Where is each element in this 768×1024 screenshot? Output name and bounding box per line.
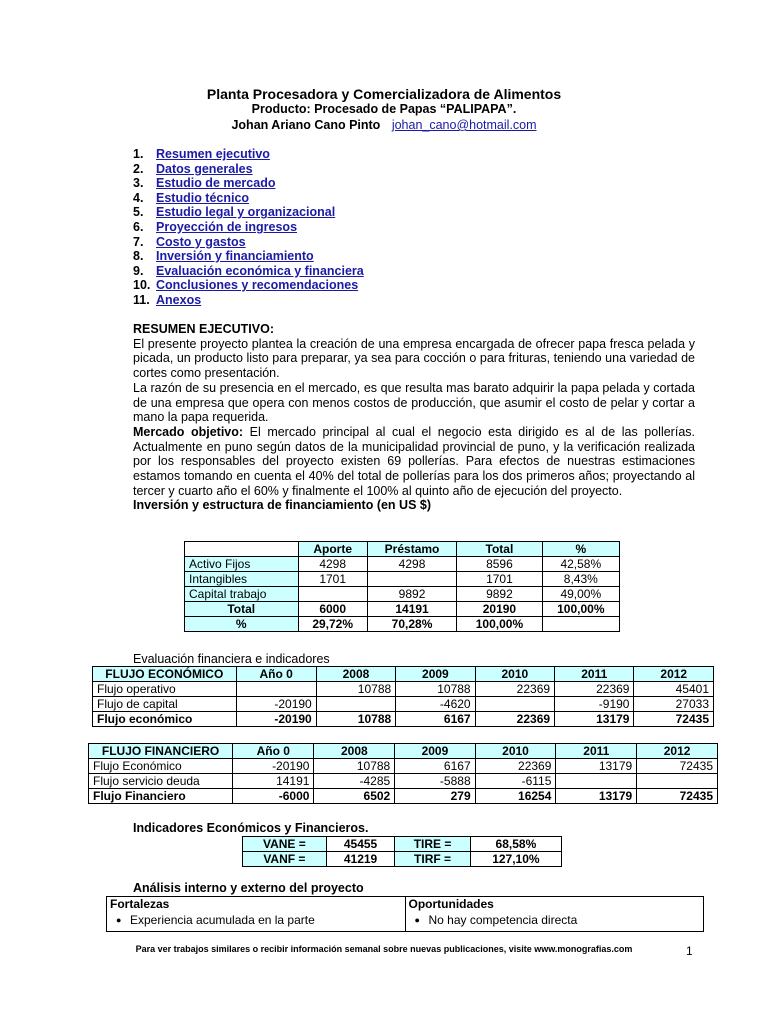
table-cell: Aporte: [298, 542, 367, 557]
table-cell: [185, 542, 299, 557]
table-row: [243, 852, 562, 867]
table-cell: 6167: [395, 759, 475, 774]
table-cell: 2012: [637, 744, 718, 759]
target-market-text: El mercado principal al cual el negocio esta dirigido es al de las pollerías. Actualmente en puno según datos de la municipalidad provincial de puno, y la verificación realizada por los responsables del proyecto existen 69 pollerías. Para efectos de nuestras estimaciones estamos tomando en cuenta el 40% del total de pollerías para los dos primeros años; proyectando al tercer y cuarto año el 60% y finalmente el 100% al quinto año de ejecución del proyecto.: [133, 424, 695, 498]
table-cell: 68,58%: [470, 837, 561, 852]
summary-heading: RESUMEN EJECUTIVO:: [133, 322, 274, 336]
document-title: Planta Procesadora y Comercializadora de Alimentos: [206, 86, 562, 102]
toc-item-number: 11.: [133, 292, 150, 307]
table-cell: -20190: [233, 759, 314, 774]
table-cell: 127,10%: [470, 852, 561, 867]
table-cell: 1701: [298, 572, 367, 587]
toc-item-number: 6.: [133, 219, 144, 234]
table-cell: Año 0: [236, 667, 316, 682]
table-cell: 100,00%: [457, 617, 542, 632]
toc-item: [133, 191, 533, 206]
opportunities-item: ● No hay competencia directa: [409, 912, 704, 929]
indicators-table: [242, 836, 562, 867]
toc-item-link[interactable]: Anexos: [156, 292, 202, 307]
toc-item-link[interactable]: Proyección de ingresos: [156, 219, 298, 234]
table-cell: 22369: [475, 712, 554, 727]
toc-item: [133, 249, 533, 264]
table-cell: 2010: [475, 667, 554, 682]
table-cell: 2009: [395, 744, 475, 759]
toc-item: [133, 278, 533, 293]
table-cell: -6000: [233, 789, 314, 804]
toc-item: [133, 162, 533, 177]
table-cell: TIRF =: [395, 852, 471, 867]
table-cell: 22369: [475, 759, 556, 774]
table-row: [89, 759, 718, 774]
table-total-row: [185, 602, 620, 617]
footer-text: Para ver trabajos similares o recibir información semanal sobre nuevas publicaciones, visite www.monografias.com: [135, 944, 633, 954]
table-cell: [475, 697, 554, 712]
table-cell: 2008: [316, 667, 395, 682]
table-cell: 22369: [555, 682, 634, 697]
toc-item: [133, 235, 533, 250]
investment-table: [184, 541, 620, 632]
table-cell: -5888: [395, 774, 475, 789]
toc-item-number: 9.: [133, 263, 144, 278]
opportunities-column: [406, 897, 704, 931]
table-cell: 13179: [556, 759, 637, 774]
author-name: Johan Ariano Cano Pinto: [231, 118, 381, 132]
table-cell: 14191: [233, 774, 314, 789]
economic-flow-table: [92, 666, 714, 727]
table-cell: 10788: [396, 682, 475, 697]
table-cell: 2010: [475, 744, 556, 759]
table-cell: %: [542, 542, 619, 557]
email-link[interactable]: johan_cano@hotmail.com: [391, 118, 537, 132]
toc-item-number: 4.: [133, 190, 144, 205]
table-row: [89, 774, 718, 789]
table-cell: -6115: [475, 774, 556, 789]
table-cell: Préstamo: [367, 542, 456, 557]
summary-paragraph-2: La razón de su presencia en el mercado, es que resulta mas barato adquirir la papa pelada y cortada de una empresa que opera con menos costos de producción, que asumir el costo de pelar y cortar a mano la papa requerida.: [133, 380, 695, 425]
table-row: [93, 682, 714, 697]
toc-item: [133, 293, 533, 308]
table-cell: [542, 617, 619, 632]
product-subtitle: Producto: Procesado de Papas “PALIPAPA”.: [251, 102, 517, 116]
table-cell: TIRE =: [395, 837, 471, 852]
table-cell: FLUJO FINANCIERO: [89, 744, 233, 759]
table-cell: Flujo operativo: [93, 682, 237, 697]
table-cell: 27033: [634, 697, 714, 712]
table-cell: [298, 587, 367, 602]
swot-table: [106, 896, 704, 932]
table-cell: 22369: [475, 682, 554, 697]
table-cell: Flujo servicio deuda: [89, 774, 233, 789]
evaluation-heading: Evaluación financiera e indicadores: [133, 652, 330, 666]
table-cell: Intangibles: [185, 572, 299, 587]
table-cell: 10788: [316, 712, 395, 727]
toc-item-link[interactable]: Resumen ejecutivo: [156, 147, 270, 161]
table-cell: %: [185, 617, 299, 632]
target-market-label: Mercado objetivo:: [133, 424, 244, 439]
table-cell: FLUJO ECONÓMICO: [93, 667, 237, 682]
toc-item: [133, 147, 533, 162]
table-cell: 14191: [367, 602, 456, 617]
table-cell: 10788: [316, 682, 395, 697]
table-cell: 4298: [298, 557, 367, 572]
table-cell: 72435: [637, 789, 718, 804]
table-cell: [236, 682, 316, 697]
table-cell: VANF =: [243, 852, 327, 867]
table-cell: 72435: [637, 759, 718, 774]
toc-item-link[interactable]: Conclusiones y recomendaciones: [156, 278, 359, 293]
table-cell: [367, 572, 456, 587]
table-cell: Flujo Financiero: [89, 789, 233, 804]
table-cell: 2011: [555, 667, 634, 682]
toc-item-link[interactable]: Estudio legal y organizacional: [156, 205, 336, 220]
toc-item-number: 3.: [133, 176, 144, 191]
opportunities-title: Oportunidades: [408, 897, 494, 911]
table-cell: 2011: [556, 744, 637, 759]
table-cell: 8,43%: [542, 572, 619, 587]
table-cell: Flujo Económico: [89, 759, 233, 774]
table-cell: Total: [457, 542, 542, 557]
investment-heading: Inversión y estructura de financiamiento (en US $): [133, 498, 431, 513]
table-cell: 45455: [326, 837, 395, 852]
table-cell: -4620: [396, 697, 475, 712]
table-cell: 70,28%: [367, 617, 456, 632]
table-cell: 41219: [326, 852, 395, 867]
table-cell: 16254: [475, 789, 556, 804]
table-cell: [556, 774, 637, 789]
toc-item: [133, 220, 533, 235]
table-cell: Capital trabajo: [185, 587, 299, 602]
table-cell: 45401: [634, 682, 714, 697]
table-cell: 2012: [634, 667, 714, 682]
table-cell: [637, 774, 718, 789]
table-cell: 2009: [396, 667, 475, 682]
table-total-row: [89, 789, 718, 804]
table-cell: 49,00%: [542, 587, 619, 602]
toc-item-link[interactable]: Evaluación económica y financiera: [156, 263, 364, 278]
toc-item-number: 8.: [133, 249, 144, 264]
toc-item-link[interactable]: Costo y gastos: [156, 234, 246, 249]
table-cell: -20190: [236, 697, 316, 712]
toc-item-link[interactable]: Inversión y financiamiento: [156, 249, 314, 264]
table-total-row: [93, 712, 714, 727]
table-cell: Año 0: [233, 744, 314, 759]
table-row: [185, 572, 620, 587]
table-cell: 1701: [457, 572, 542, 587]
table-cell: [316, 697, 395, 712]
indicators-heading: Indicadores Económicos y Financieros.: [133, 821, 369, 835]
table-row: [93, 697, 714, 712]
table-cell: Total: [185, 602, 299, 617]
financial-flow-table: [88, 743, 718, 804]
swot-heading: Análisis interno y externo del proyecto: [133, 881, 364, 895]
table-row: [185, 587, 620, 602]
strengths-title: Fortalezas: [110, 897, 170, 911]
table-row: [243, 837, 562, 852]
table-cell: 20190: [457, 602, 542, 617]
table-cell: 6000: [298, 602, 367, 617]
table-cell: 9892: [457, 587, 542, 602]
table-cell: 100,00%: [542, 602, 619, 617]
toc-item-link[interactable]: Estudio de mercado: [156, 176, 276, 191]
toc-item-number: 7.: [133, 234, 144, 249]
table-cell: 6167: [396, 712, 475, 727]
table-cell: 8596: [457, 557, 542, 572]
toc-item-number: 5.: [133, 205, 144, 220]
table-cell: VANE =: [243, 837, 327, 852]
table-cell: 72435: [634, 712, 714, 727]
table-row: [185, 557, 620, 572]
executive-summary: [133, 322, 695, 513]
strengths-column: [107, 897, 406, 931]
table-cell: 10788: [314, 759, 395, 774]
table-cell: 42,58%: [542, 557, 619, 572]
table-cell: 29,72%: [298, 617, 367, 632]
summary-paragraph-3: [133, 425, 695, 499]
table-cell: Flujo de capital: [93, 697, 237, 712]
summary-paragraph-1: El presente proyecto plantea la creación de una empresa encargada de ofrecer papa fresca pelada y picada, un producto listo para preparar, ya sea para cocción o para frituras, teniendo una variedad de cortes como presentación.: [133, 336, 695, 381]
table-cell: 2008: [314, 744, 395, 759]
table-cell: Activo Fijos: [185, 557, 299, 572]
table-cell: -4285: [314, 774, 395, 789]
table-cell: -9190: [555, 697, 634, 712]
table-cell: 4298: [367, 557, 456, 572]
table-header-row: [89, 744, 718, 759]
author-line: [0, 118, 768, 132]
toc-item-number: 2.: [133, 161, 144, 176]
table-header-row: [93, 667, 714, 682]
table-cell: 13179: [556, 789, 637, 804]
table-of-contents: [133, 147, 533, 308]
table-cell: 13179: [555, 712, 634, 727]
toc-item: [133, 264, 533, 279]
toc-item-link[interactable]: Datos generales: [156, 161, 253, 176]
strengths-item: ● Experiencia acumulada en la parte: [110, 912, 405, 929]
toc-item: [133, 205, 533, 220]
toc-item-number: 1.: [133, 147, 144, 161]
page-number: 1: [686, 944, 693, 958]
toc-item: [133, 176, 533, 191]
table-cell: 9892: [367, 587, 456, 602]
table-cell: -20190: [236, 712, 316, 727]
table-percent-row: [185, 617, 620, 632]
table-cell: Flujo económico: [93, 712, 237, 727]
toc-item-link[interactable]: Estudio técnico: [156, 190, 250, 205]
toc-item-number: 10.: [133, 278, 151, 293]
table-cell: 6502: [314, 789, 395, 804]
table-header-row: [185, 542, 620, 557]
table-cell: 279: [395, 789, 475, 804]
